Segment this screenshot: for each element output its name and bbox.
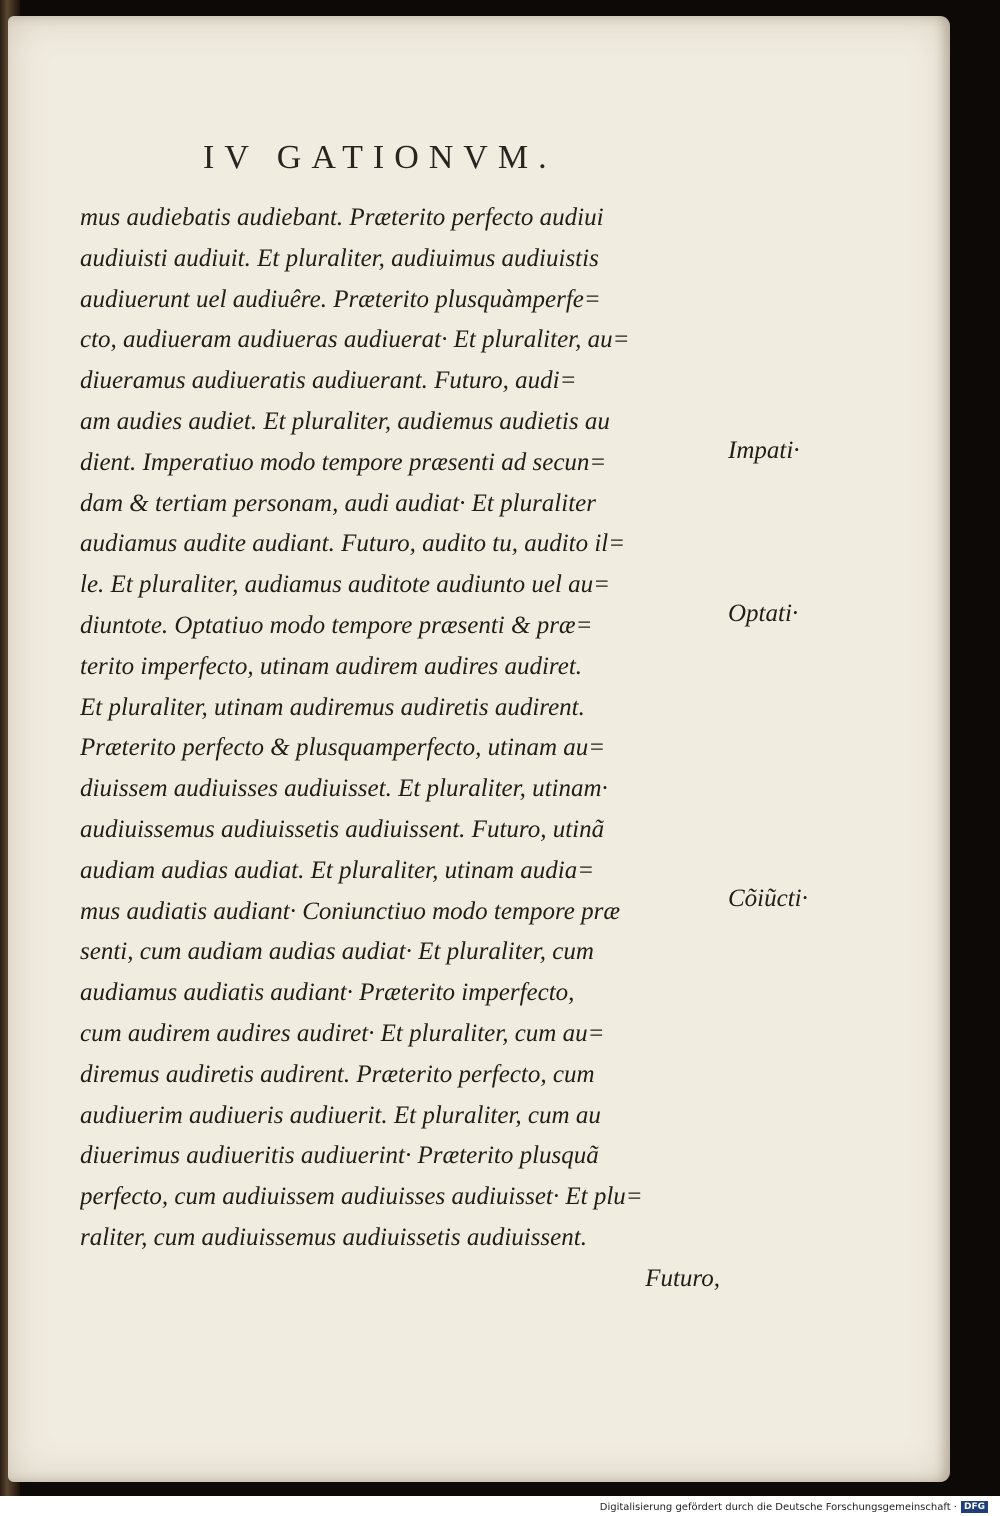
text-line: audiuerim audiueris audiuerit. Et pluraliter, cum au: [80, 1101, 601, 1129]
marginal-note-subjunctive: Cõiũcti·: [728, 885, 808, 912]
text-line: audiuissemus audiuissetis audiuissent. Futuro, utinã: [80, 815, 605, 843]
digitization-footer: [600, 1500, 988, 1514]
text-line: cum audirem audires audiret· Et pluraliter, cum au=: [80, 1019, 605, 1047]
text-line: mus audiebatis audiebant. Præterito perfecto audiui: [80, 204, 604, 231]
text-line: audiamus audite audiant. Futuro, audito tu, audito il=: [80, 530, 626, 558]
marginal-note-optative: Optati·: [728, 600, 799, 627]
text-line: audiuerunt uel audiuêre. Præterito plusquàmperfe=: [80, 285, 601, 313]
text-line: audiam audias audiat. Et pluraliter, utinam audia=: [80, 856, 595, 884]
text-line: cto, audiueram audiueras audiuerat· Et pluraliter, au=: [80, 326, 630, 354]
text-line: le. Et pluraliter, audiamus auditote audiunto uel au=: [80, 571, 611, 599]
text-line: am audies audiet. Et pluraliter, audiemus audietis au: [80, 407, 610, 435]
paper-page: [8, 16, 950, 1482]
footer-credit: Digitalisierung gefördert durch die Deutsche Forschungsgemeinschaft ·: [599, 1501, 957, 1513]
text-line: dam & tertiam personam, audi audiat· Et pluraliter: [80, 489, 596, 517]
text-line: perfecto, cum audiuissem audiuisses audiuisset· Et plu=: [80, 1183, 643, 1211]
text-line: diuntote. Optatiuo modo tempore præsenti & præ=: [80, 611, 593, 639]
text-line: terito imperfecto, utinam audirem audires audiret.: [80, 652, 583, 680]
text-line: diuerimus audiueritis audiuerint· Præterito plusquã: [80, 1142, 599, 1170]
text-line: Et pluraliter, utinam audiremus audiretis audirent.: [80, 693, 585, 721]
text-line: dient. Imperatiuo modo tempore præsenti ad secun=: [80, 448, 607, 476]
running-head: IV GATIONVM.: [203, 139, 557, 176]
text-line: audiamus audiatis audiant· Præterito imperfecto,: [80, 979, 575, 1007]
text-line: senti, cum audiam audias audiat· Et pluraliter, cum: [80, 938, 594, 966]
body-text: [80, 198, 730, 1300]
text-line: diremus audiretis audirent. Præterito perfecto, cum: [80, 1060, 595, 1088]
text-line: audiuisti audiuit. Et pluraliter, audiuimus audiuistis: [80, 244, 599, 272]
text-line: diuissem audiuisses audiuisset. Et pluraliter, utinam·: [80, 775, 608, 803]
catchword: Futuro,: [645, 1264, 720, 1292]
marginal-note-imperative: Impati·: [728, 437, 800, 464]
text-line: diueramus audiueratis audiuerant. Futuro, audi=: [80, 367, 577, 395]
text-line: raliter, cum audiuissemus audiuissetis audiuissent.: [80, 1223, 587, 1251]
text-line: Præterito perfecto & plusquamperfecto, utinam au=: [80, 734, 606, 762]
text-line: mus audiatis audiant· Coniunctiuo modo tempore præ: [80, 897, 621, 925]
dfg-logo: DFG: [961, 1501, 988, 1513]
